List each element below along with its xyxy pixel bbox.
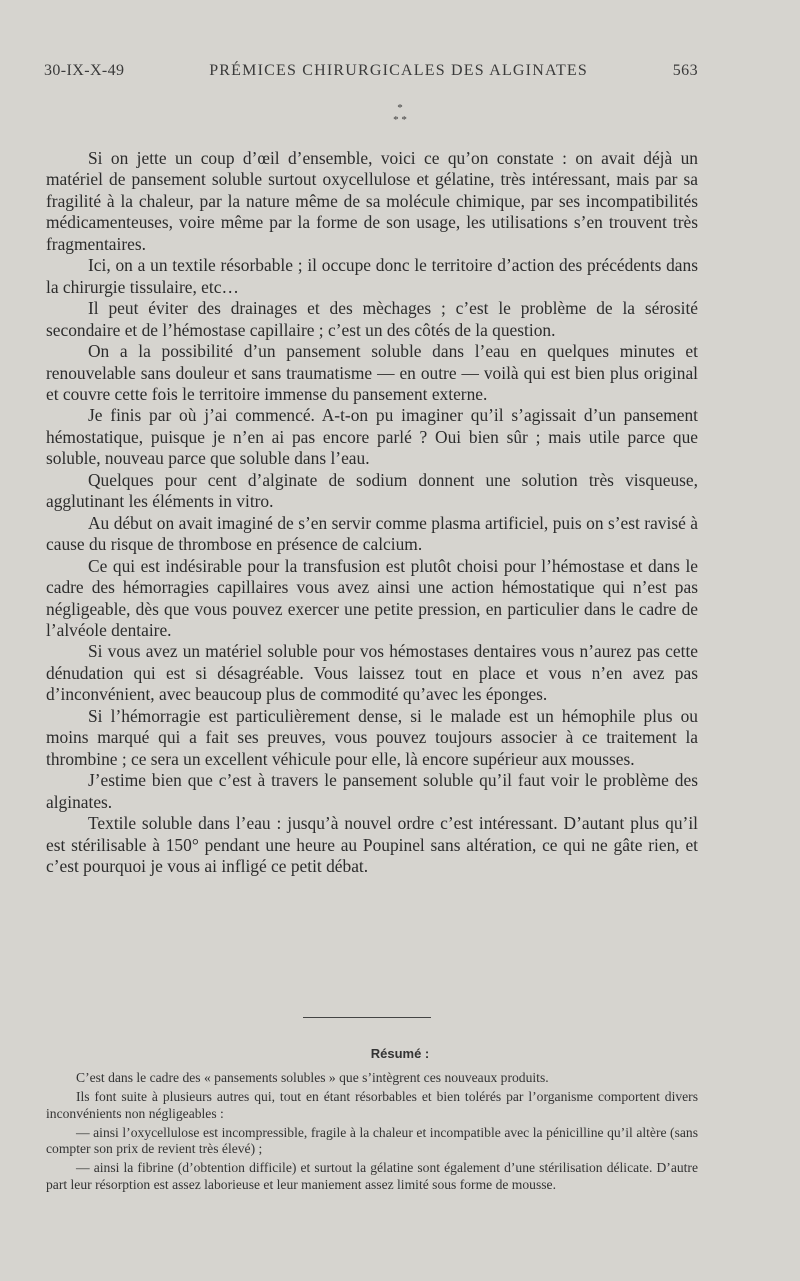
resume-paragraph: Ils font suite à plusieurs autres qui, tout en étant résorbables et bien tolérés par l’organisme comportent divers inconvénients non négligeables : [46, 1089, 698, 1121]
separator-stars-bottom: * * [393, 114, 407, 126]
paragraph: Ce qui est indésirable pour la transfusion est plutôt choisi pour l’hémostase et dans le cadre des hémorragies capillaires vous avez ainsi une action hémostatique qui n’est pas négligeable, dès que vous pouvez exercer une petite pression, en particulier dans le cadre de l’alvéole dentaire. [46, 555, 698, 640]
paragraph: Quelques pour cent d’alginate de sodium donnent une solution très visqueuse, agglutinant les éléments in vitro. [46, 469, 698, 512]
paragraph: Si vous avez un matériel soluble pour vos hémostases dentaires vous n’aurez pas cette dénudation qui est si désagréable. Vous laissez tout en place et vous n’en avez pas d’inconvénient, avec beaucoup plus de commodité qu’avec les éponges. [46, 641, 698, 705]
resume-paragraph: — ainsi la fibrine (d’obtention difficile) et surtout la gélatine sont également d’une stérilisation délicate. D’autre part leur résorption est assez laborieuse et leur maniement assez limité sous forme de mousse. [46, 1160, 698, 1192]
header-title: PRÉMICES CHIRURGICALES DES ALGINATES [209, 62, 588, 79]
section-separator [0, 102, 800, 126]
header-date: 30-IX-X-49 [44, 62, 125, 79]
paragraph: Si l’hémorragie est particulièrement dense, si le malade est un hémophile plus ou moins marqué qui a fait ses preuves, vous pouvez toujours associer à ce traitement la thrombine ; ce sera un excellent véhicule pour elle, là encore supérieur aux mousses. [46, 705, 698, 769]
page-number: 563 [672, 62, 698, 79]
resume-text [46, 1070, 698, 1196]
separator-star-top: * [397, 102, 403, 114]
body-text [46, 148, 698, 877]
running-header [44, 62, 698, 80]
resume-paragraph: — ainsi l’oxycellulose est incompressible, fragile à la chaleur et incompatible avec la pénicilline qu’il altère (sans compter son prix de revient très élevé) ; [46, 1124, 698, 1157]
paragraph: Si on jette un coup d’œil d’ensemble, voici ce qu’on constate : on avait déjà un matériel de pansement soluble surtout oxycellulose et gélatine, très intéressant, mais par sa fragilité à la chaleur, par la nature même de sa molécule chimique, par ses incompatibilités médicamenteuses, voire même par la forme de son usage, les utilisations s’en trouvent très fragmentaires. [46, 148, 698, 254]
resume-paragraph: C’est dans le cadre des « pansements solubles » que s’intègrent ces nouveaux produits. [76, 1070, 549, 1085]
paragraph: On a la possibilité d’un pansement soluble dans l’eau en quelques minutes et renouvelable sans douleur et sans traumatisme — en outre — voilà qui est bien plus original et couvre cette fois le territoire immense du pansement externe. [46, 341, 698, 404]
section-divider [303, 1017, 431, 1018]
paragraph: Il peut éviter des drainages et des mèchages ; c’est le problème de la sérosité secondaire et de l’hémostase capillaire ; c’est un des côtés de la question. [46, 298, 698, 340]
paragraph: Ici, on a un textile résorbable ; il occupe donc le territoire d’action des précédents dans la chirurgie tissulaire, etc… [46, 255, 698, 297]
paragraph: Textile soluble dans l’eau : jusqu’à nouvel ordre c’est intéressant. D’autant plus qu’il est stérilisable à 150° pendant une heure au Poupinel sans altération, ce qui ne gâte rien, et c’est pourquoi je vous ai infligé ce petit débat. [46, 813, 698, 876]
paragraph: J’estime bien que c’est à travers le pansement soluble qu’il faut voir le problème des alginates. [46, 770, 698, 812]
resume-heading: Résumé : [370, 1046, 430, 1061]
paragraph: Au début on avait imaginé de s’en servir comme plasma artificiel, puis on s’est ravisé à cause du risque de thrombose en présence de calcium. [46, 512, 698, 555]
paragraph: Je finis par où j’ai commencé. A-t-on pu imaginer qu’il s’agissait d’un pansement hémostatique, puisque je n’en ai pas encore parlé ? Oui bien sûr ; mais utile parce que soluble, nouveau parce que soluble dans l’eau. [46, 405, 698, 469]
